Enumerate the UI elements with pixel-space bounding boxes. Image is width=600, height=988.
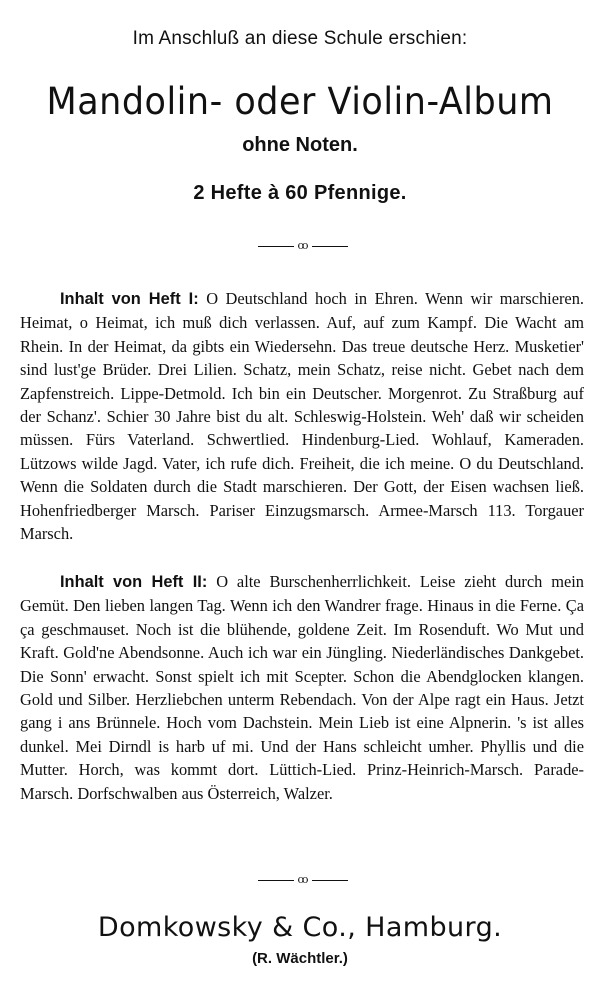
album-title: Mandolin- oder Violin-Album	[46, 80, 554, 124]
heft-1-contents	[20, 287, 584, 545]
heft-2-label: Inhalt von Heft II:	[60, 573, 208, 591]
divider-line-right	[312, 880, 348, 881]
heft-1-label: Inhalt von Heft I:	[60, 290, 199, 308]
ornament-divider-bottom	[258, 874, 348, 886]
heft-2-contents	[20, 570, 584, 805]
divider-line-left	[258, 880, 294, 881]
album-subtitle: ohne Noten.	[242, 134, 358, 156]
flourish-icon: ꝏ	[297, 239, 309, 252]
price-line: 2 Hefte à 60 Pfennige.	[193, 182, 407, 204]
heft-2-text: O alte Burschenherrlichkeit. Leise zieht durch mein Gemüt. Den lieben langen Tag. Wenn ich den Wandrer frage. Hinaus in die Ferne. Ça ça geschmauset. Noch ist die blühende, goldene Zeit. Im Rosenduft. Wo Mut und Kraft. Gold'ne Abendsonne. Auch ich war ein Jüngling. Niederländisches Dankgebet. Die Sonn' erwacht. Sonst spielt ich mit Scepter. Schon die Abendglocken klangen. Gold und Silber. Herzliebchen unterm Rebendach. Von der Alpe ragt ein Haus. Jetzt gang i ans Brünnele. Hoch vom Dachstein. Mein Lieb ist eine Alpnerin. 's ist alles dunkel. Mei Dirndl is harb uf mi. Und der Hans schleicht umher. Phyllis und die Mutter. Horch, was kommt dort. Lüttich-Lied. Prinz-Heinrich-Marsch. Parade-Marsch. Dorfschwalben aus Österreich, Walzer.	[20, 572, 584, 803]
publisher-imprint: (R. Wächtler.)	[252, 950, 348, 967]
flourish-icon: ꝏ	[297, 873, 309, 886]
divider-line-left	[258, 246, 294, 247]
ornament-divider-top	[258, 240, 348, 252]
publisher-name: Domkowsky & Co., Hamburg.	[97, 912, 503, 943]
intro-line: Im Anschluß an diese Schule erschien:	[132, 28, 468, 49]
heft-1-text: O Deutschland hoch in Ehren. Wenn wir marschieren. Heimat, o Heimat, ich muß dich verlassen. Auf, auf zum Kampf. Die Wacht am Rhein. In der Heimat, da gibts ein Wiedersehn. Das treue deutsche Herz. Musketier' sind lust'ge Brüder. Drei Lilien. Schatz, mein Schatz, reise nicht. Gebet nach dem Zapfenstreich. Lippe-Detmold. Ich bin ein Deutscher. Morgenrot. Zu Straßburg auf der Schanz'. Schier 30 Jahre bist du alt. Schleswig-Holstein. Weh' daß wir scheiden müssen. Fürs Vaterland. Schwertlied. Hindenburg-Lied. Wohlauf, Kameraden. Lützows wilde Jagd. Vater, ich rufe dich. Freiheit, die ich meine. O du Deutschland. Wenn die Soldaten durch die Stadt marschieren. Der Gott, der Eisen wachsen ließ. Hohenfriedberger Marsch. Pariser Einzugsmarsch. Armee-Marsch 113. Torgauer Marsch.	[20, 289, 584, 544]
divider-line-right	[312, 246, 348, 247]
